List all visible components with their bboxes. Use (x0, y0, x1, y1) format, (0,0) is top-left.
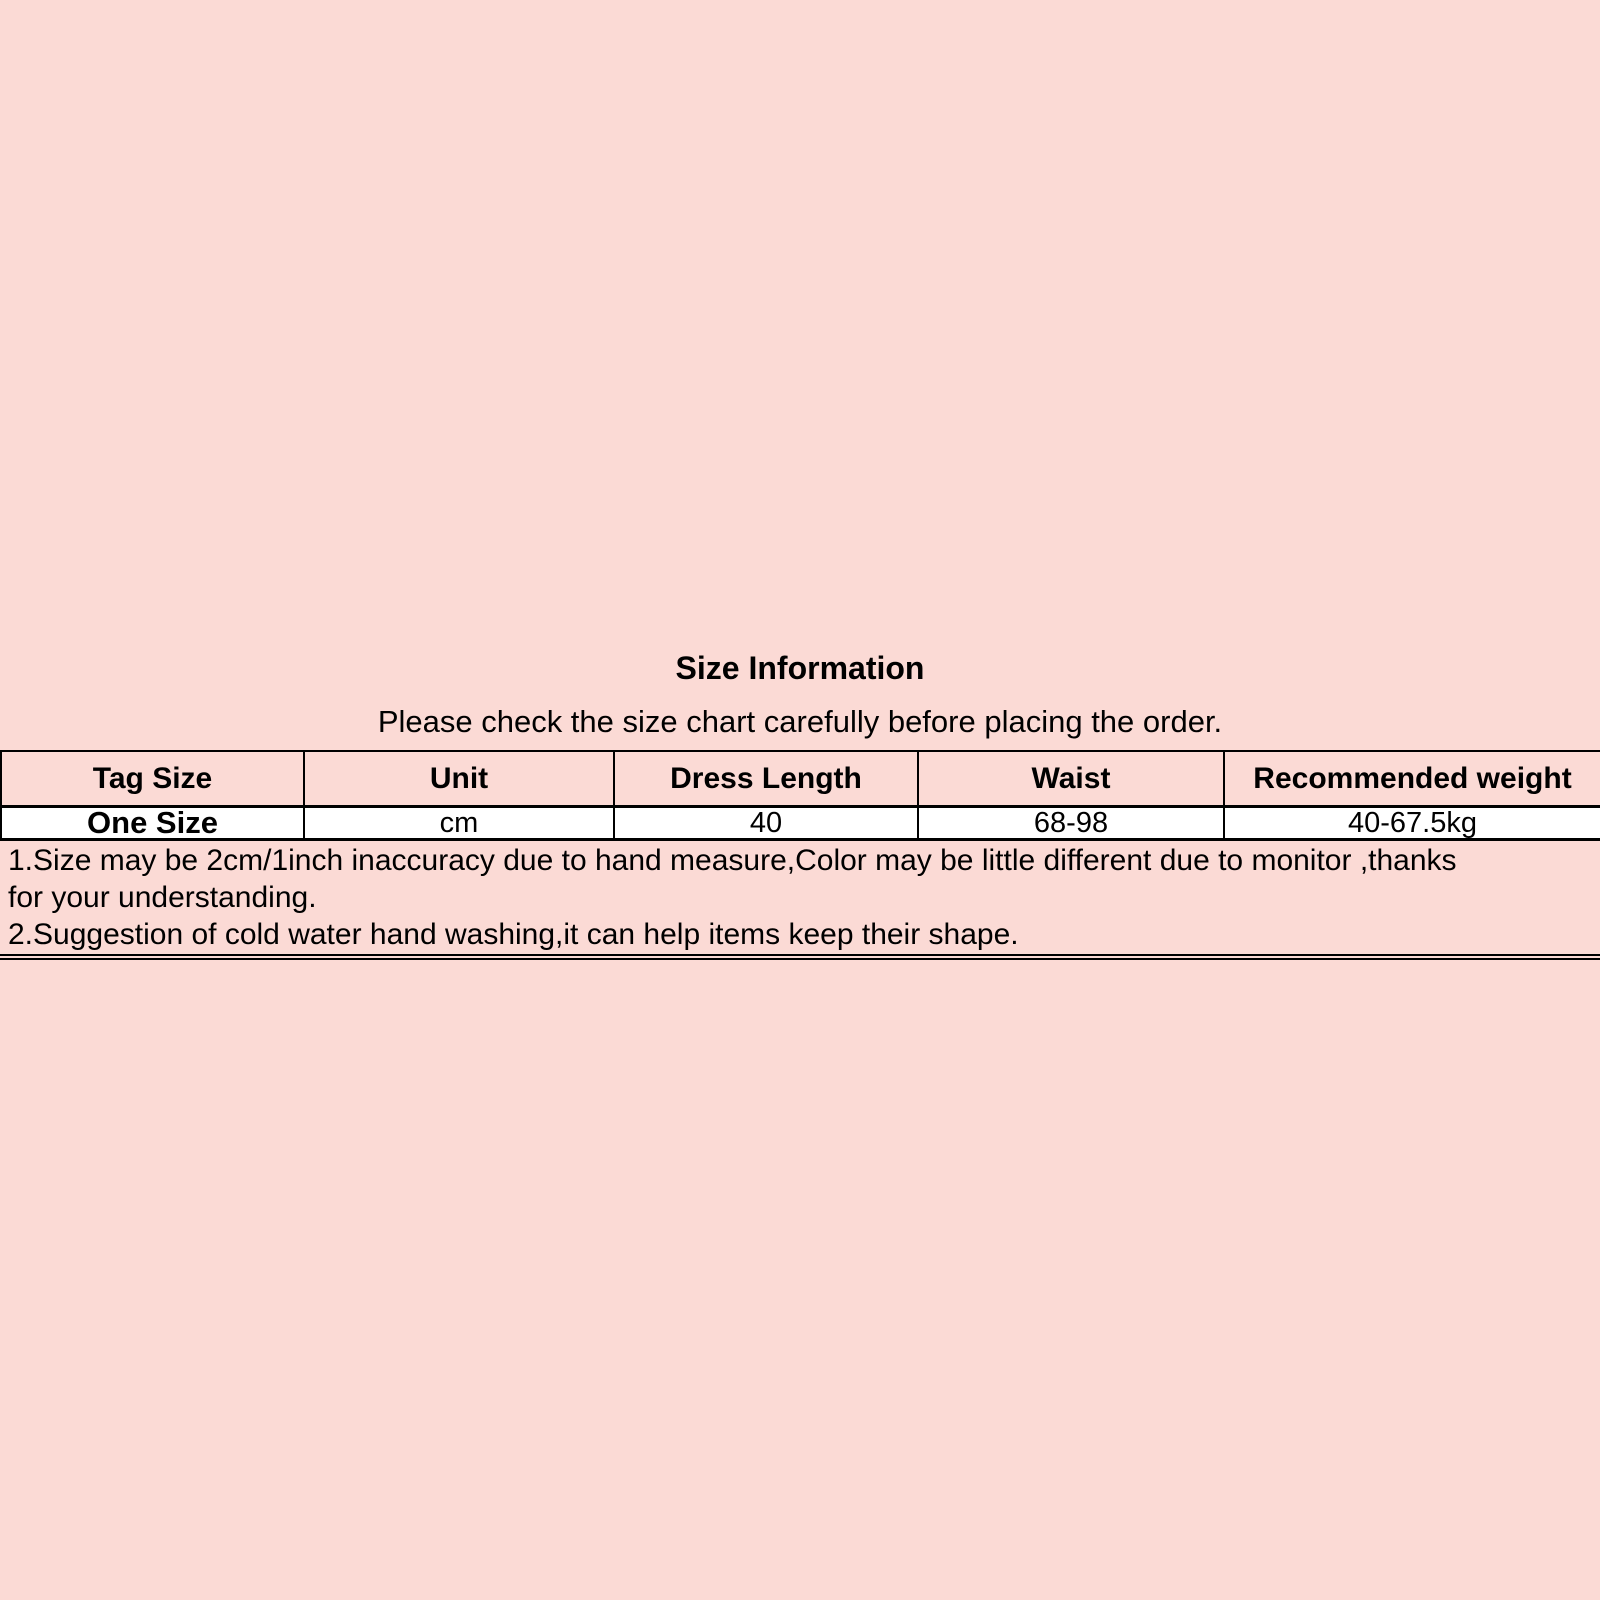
table-row (1, 807, 1600, 840)
size-table (0, 750, 1600, 841)
data-cell: cm (304, 807, 614, 840)
data-cell: 40 (614, 807, 918, 840)
bottom-divider (0, 954, 1600, 960)
column-header: Waist (918, 751, 1224, 807)
column-header: Recommended weight (1224, 751, 1600, 807)
note-line: 2.Suggestion of cold water hand washing,it can help items keep their shape. (8, 918, 1019, 951)
page-subtitle: Please check the size chart carefully before placing the order. (377, 704, 1223, 739)
notes (0, 842, 1600, 953)
data-cell: One Size (1, 807, 304, 840)
data-cell: 68-98 (918, 807, 1224, 840)
table-header-row (1, 751, 1600, 807)
page-title: Size Information (675, 650, 925, 686)
note-line: 1.Size may be 2cm/1inch inaccuracy due to hand measure,Color may be little different due to monitor ,thanks (8, 844, 1457, 877)
data-cell: 40-67.5kg (1224, 807, 1600, 840)
column-header: Unit (304, 751, 614, 807)
column-header: Dress Length (614, 751, 918, 807)
divider-line-bottom (0, 958, 1600, 960)
column-header: Tag Size (1, 751, 304, 807)
note-line: for your understanding. (8, 881, 317, 914)
